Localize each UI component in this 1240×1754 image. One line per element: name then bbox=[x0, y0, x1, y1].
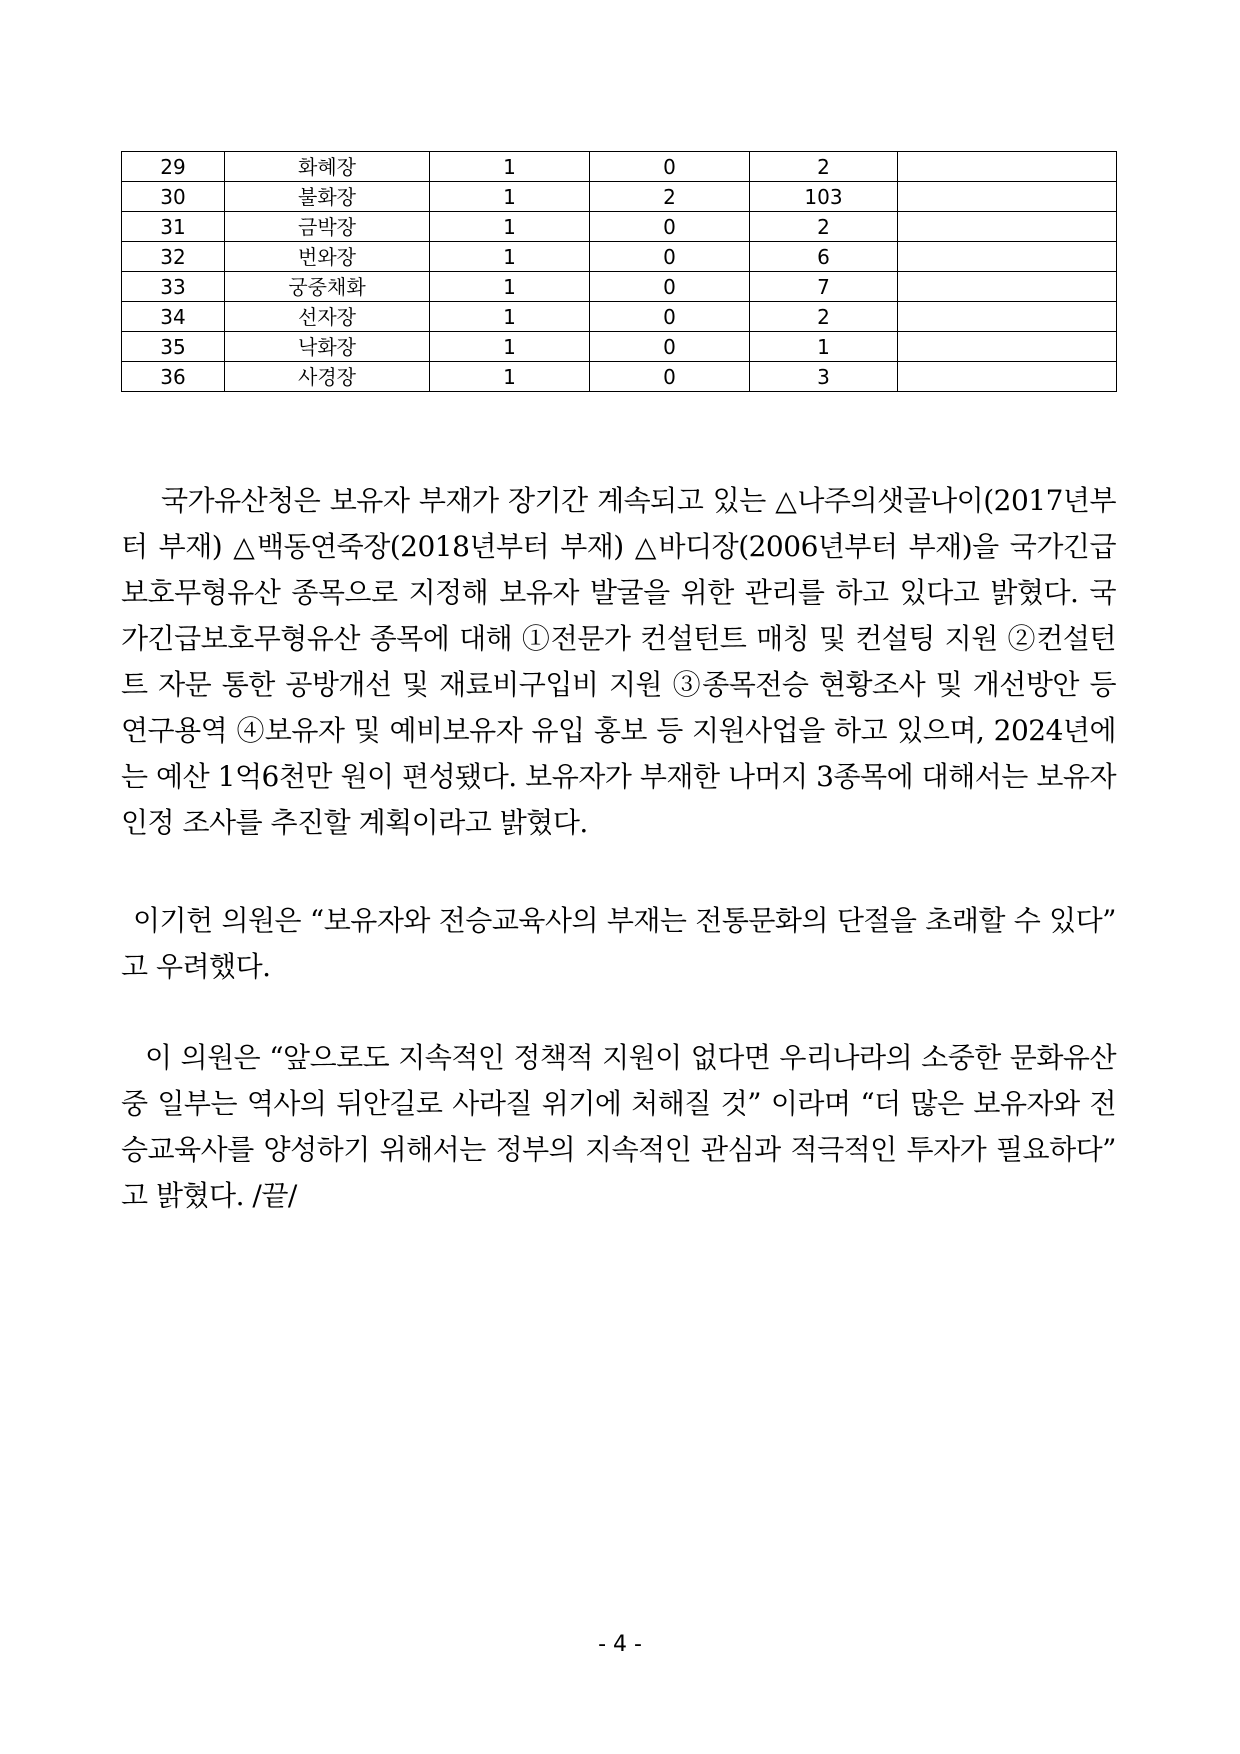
table-cell: 궁중채화 bbox=[225, 272, 430, 302]
table-cell bbox=[898, 242, 1117, 272]
table-cell: 3 bbox=[750, 362, 898, 392]
table-cell: 1 bbox=[430, 332, 590, 362]
table-cell: 35 bbox=[122, 332, 225, 362]
table-cell: 0 bbox=[590, 332, 750, 362]
table-cell: 2 bbox=[750, 212, 898, 242]
table-cell bbox=[898, 302, 1117, 332]
table-cell: 31 bbox=[122, 212, 225, 242]
table-cell: 1 bbox=[430, 362, 590, 392]
table-cell: 103 bbox=[750, 182, 898, 212]
page-number: - 4 - bbox=[598, 1632, 642, 1657]
paragraph-heritage-agency: 국가유산청은 보유자 부재가 장기간 계속되고 있는 △나주의샛골나이(2017년부터 부재) △백동연죽장(2018년부터 부재) △바디장(2006년부터 부재)을 국가긴급보호무형유산 종목으로 지정해 보유자 발굴을 위한 관리를 하고 있다고 밝혔다. 국가긴급보호무형유산 종목에 대해 ①전문가 컨설턴트 매칭 및 컨설팅 지원 ②컨설턴트 자문 통한 공방개선 및 재료비구입비 지원 ③종목전승 현황조사 및 개선방안 등 연구용역 ④보유자 및 예비보유자 유입 홍보 등 지원사업을 하고 있으며, 2024년에는 예산 1억6천만 원이 편성됐다. 보유자가 부재한 나머지 3종목에 대해서는 보유자 인정 조사를 추진할 계획이라고 밝혔다. bbox=[121, 484, 1116, 839]
table-cell: 36 bbox=[122, 362, 225, 392]
table-row bbox=[122, 332, 1117, 362]
table-cell: 0 bbox=[590, 302, 750, 332]
paragraph-lawmaker-quote: 이 의원은 “앞으로도 지속적인 정책적 지원이 없다면 우리나라의 소중한 문화유산 중 일부는 역사의 뒤안길로 사라질 위기에 처해질 것” 이라며 “더 많은 보유자와 전승교육사를 양성하기 위해서는 정부의 지속적인 관심과 적극적인 투자가 필요하다” 고 밝혔다. /끝/ bbox=[121, 1041, 1116, 1212]
table-row bbox=[122, 242, 1117, 272]
table-cell: 1 bbox=[430, 272, 590, 302]
table-cell: 1 bbox=[430, 182, 590, 212]
table-cell bbox=[898, 182, 1117, 212]
table-cell bbox=[898, 272, 1117, 302]
table-cell: 29 bbox=[122, 152, 225, 182]
table-cell: 화혜장 bbox=[225, 152, 430, 182]
table-cell: 번와장 bbox=[225, 242, 430, 272]
table-cell bbox=[898, 362, 1117, 392]
table-cell: 2 bbox=[750, 152, 898, 182]
table-cell: 30 bbox=[122, 182, 225, 212]
table-cell: 1 bbox=[430, 152, 590, 182]
table-body bbox=[122, 152, 1117, 392]
table-row bbox=[122, 152, 1117, 182]
table-cell: 2 bbox=[590, 182, 750, 212]
table-row bbox=[122, 182, 1117, 212]
table-cell: 1 bbox=[430, 302, 590, 332]
table-row bbox=[122, 272, 1117, 302]
table-cell bbox=[898, 332, 1117, 362]
table-cell: 1 bbox=[430, 212, 590, 242]
table-cell: 선자장 bbox=[225, 302, 430, 332]
table-cell: 0 bbox=[590, 272, 750, 302]
table-cell: 32 bbox=[122, 242, 225, 272]
table-row bbox=[122, 212, 1117, 242]
table-cell: 7 bbox=[750, 272, 898, 302]
table-cell: 불화장 bbox=[225, 182, 430, 212]
table-cell: 1 bbox=[750, 332, 898, 362]
table-row bbox=[122, 302, 1117, 332]
table-cell: 34 bbox=[122, 302, 225, 332]
table-cell: 6 bbox=[750, 242, 898, 272]
table-cell: 1 bbox=[430, 242, 590, 272]
table-cell bbox=[898, 152, 1117, 182]
table-cell: 0 bbox=[590, 362, 750, 392]
table-cell: 사경장 bbox=[225, 362, 430, 392]
table-cell: 금박장 bbox=[225, 212, 430, 242]
table-cell: 0 bbox=[590, 212, 750, 242]
table-row bbox=[122, 362, 1117, 392]
table-cell: 0 bbox=[590, 152, 750, 182]
table-cell bbox=[898, 212, 1117, 242]
heritage-holders-table bbox=[121, 151, 1117, 392]
table-cell: 2 bbox=[750, 302, 898, 332]
table-cell: 33 bbox=[122, 272, 225, 302]
table-cell: 낙화장 bbox=[225, 332, 430, 362]
table-cell: 0 bbox=[590, 242, 750, 272]
paragraph-lawmaker-concern: 이기헌 의원은 “보유자와 전승교육사의 부재는 전통문화의 단절을 초래할 수 있다” 고 우려했다. bbox=[121, 904, 1116, 983]
